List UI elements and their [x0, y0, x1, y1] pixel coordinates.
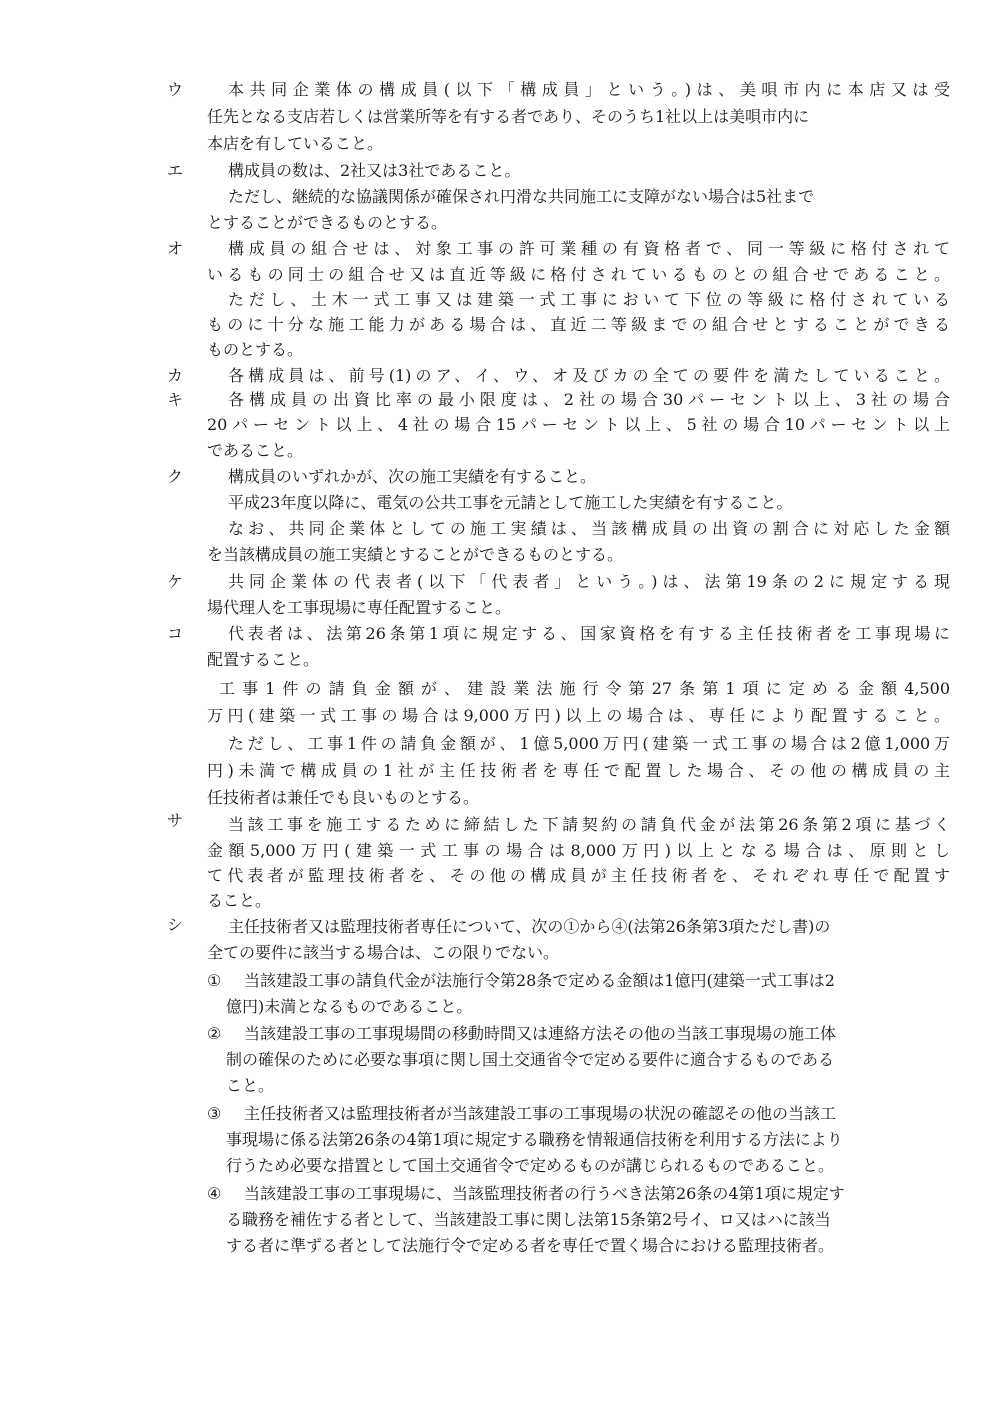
- item-mark-ka: カ: [167, 366, 184, 385]
- item-o-line-2: いるもの同士の組合せ又は直近等級に格付されているものとの組合せであること。: [207, 265, 950, 284]
- item-shi-line-1: 主任技術者又は監理技術者専任について、次の①から④(法第26条第3項ただし書)の: [228, 917, 831, 936]
- item-sa-line-4: ること。: [207, 891, 272, 910]
- item-ku-line-3: なお、共同企業体としての施工実績は、当該構成員の出資の割合に対応した金額: [228, 519, 950, 538]
- item-o-line-4: ものに十分な施工能力がある場合は、直近二等級までの組合せとすることができる: [207, 315, 950, 334]
- item-ku-line-4: を当該構成員の施工実績とすることができるものとする。: [207, 545, 624, 564]
- item-mark-o: オ: [167, 239, 184, 258]
- sub-3-line-1: 主任技術者又は監理技術者が当該建設工事の工事現場の状況の確認その他の当該工: [244, 1104, 837, 1123]
- item-ko-line-2: 配置すること。: [207, 650, 320, 669]
- item-u-line-3: 本店を有していること。: [207, 134, 384, 153]
- item-mark-ke: ケ: [167, 572, 184, 591]
- item-e-line-2: ただし、継続的な協議関係が確保され円滑な共同施工に支障がない場合は5社まで: [228, 187, 815, 206]
- item-mark-ko: コ: [167, 624, 184, 643]
- item-ku-line-1: 構成員のいずれかが、次の施工実績を有すること。: [228, 467, 597, 486]
- item-ke-line-2: 場代理人を工事現場に専任配置すること。: [207, 598, 512, 617]
- sub-4-line-3: する者に準ずる者として法施行令で定める者を専任で置く場合における監理技術者。: [226, 1236, 835, 1255]
- item-mark-ku: ク: [167, 467, 184, 486]
- sub-1-line-1: 当該建設工事の請負代金が法施行令第28条で定める金額は1億円(建築一式工事は2: [244, 971, 835, 990]
- item-ki-line-3: であること。: [207, 441, 304, 460]
- item-mark-sa: サ: [167, 811, 184, 830]
- sub-mark-1: ①: [207, 971, 222, 990]
- item-ko-line-7: 任技術者は兼任でも良いものとする。: [207, 788, 480, 807]
- item-sa-line-3: て代表者が監理技術者を、その他の構成員が主任技術者を、それぞれ専任で配置す: [207, 866, 950, 885]
- item-sa-line-2: 金額5,000万円(建築一式工事の場合は8,000万円)以上となる場合は、原則とし: [207, 841, 950, 860]
- item-ko-line-4: 万円(建築一式工事の場合は9,000万円)以上の場合は、専任により配置すること。: [207, 706, 950, 725]
- item-mark-shi: シ: [167, 915, 184, 934]
- item-ke-line-1: 共同企業体の代表者(以下「代表者」という。)は、法第19条の2に規定する現: [228, 572, 950, 591]
- sub-3-line-2: 事現場に係る法第26条の4第1項に規定する職務を情報通信技術を利用する方法により: [226, 1130, 843, 1149]
- item-sa-line-1: 当該工事を施工するために締結した下請契約の請負代金が法第26条第2項に基づく: [228, 815, 950, 834]
- item-o-line-5: ものとする。: [207, 340, 304, 359]
- sub-2-line-2: 制の確保のために必要な事項に関し国土交通省令で定める要件に適合するものである: [226, 1050, 835, 1069]
- sub-mark-4: ④: [207, 1184, 222, 1203]
- sub-3-line-3: 行うため必要な措置として国土交通省令で定めるものが講じられるものであること。: [226, 1156, 835, 1175]
- item-ko-line-5: ただし、工事1件の請負金額が、1億5,000万円(建築一式工事の場合は2億1,000万: [228, 734, 950, 753]
- item-ki-line-2: 20パーセント以上、4社の場合15パーセント以上、5社の場合10パーセント以上: [207, 415, 950, 434]
- sub-4-line-2: る職務を補佐する者として、当該建設工事に関し法第15条第2号イ、ロ又はハに該当: [226, 1210, 831, 1229]
- sub-mark-3: ③: [207, 1104, 222, 1123]
- sub-mark-2: ②: [207, 1024, 222, 1043]
- item-mark-e: エ: [167, 161, 184, 180]
- item-mark-ki: キ: [167, 390, 184, 409]
- item-ku-line-2: 平成23年度以降に、電気の公共工事を元請として施工した実績を有すること。: [228, 493, 793, 512]
- sub-4-line-1: 当該建設工事の工事現場に、当該監理技術者の行うべき法第26条の4第1項に規定す: [244, 1184, 845, 1203]
- item-e-line-1: 構成員の数は、2社又は3社であること。: [228, 161, 521, 180]
- item-o-line-1: 構成員の組合せは、対象工事の許可業種の有資格者で、同一等級に格付されて: [228, 239, 950, 258]
- item-ka-line-1: 各構成員は、前号(1)のア、イ、ウ、オ及びカの全ての要件を満たしていること。: [228, 366, 950, 385]
- item-u-line-1: 本共同企業体の構成員(以下「構成員」という。)は、美唄市内に本店又は受: [228, 80, 950, 99]
- item-e-line-3: とすることができるものとする。: [207, 213, 448, 232]
- item-ko-line-1: 代表者は、法第26条第1項に規定する、国家資格を有する主任技術者を工事現場に: [228, 624, 950, 643]
- item-mark-u: ウ: [167, 80, 184, 99]
- item-ki-line-1: 各構成員の出資比率の最小限度は、2社の場合30パーセント以上、3社の場合: [228, 390, 950, 409]
- sub-1-line-2: 億円)未満となるものであること。: [226, 997, 473, 1016]
- item-shi-line-2: 全ての要件に該当する場合は、この限りでない。: [207, 943, 560, 962]
- item-u-line-2: 任先となる支店若しくは営業所等を有する者であり、そのうち1社以上は美唄市内に: [207, 107, 810, 126]
- item-ko-line-6: 円)未満で構成員の1社が主任技術者を専任で配置した場合、その他の構成員の主: [207, 761, 950, 780]
- sub-2-line-3: こと。: [226, 1076, 275, 1095]
- sub-2-line-1: 当該建設工事の工事現場間の移動時間又は連絡方法その他の当該工事現場の施工体: [244, 1024, 837, 1043]
- item-o-line-3: ただし、土木一式工事又は建築一式工事において下位の等級に格付されている: [228, 290, 950, 309]
- item-ko-line-3: 工事1件の請負金額が、建設業法施行令第27条第1項に定める金額4,500: [219, 679, 950, 698]
